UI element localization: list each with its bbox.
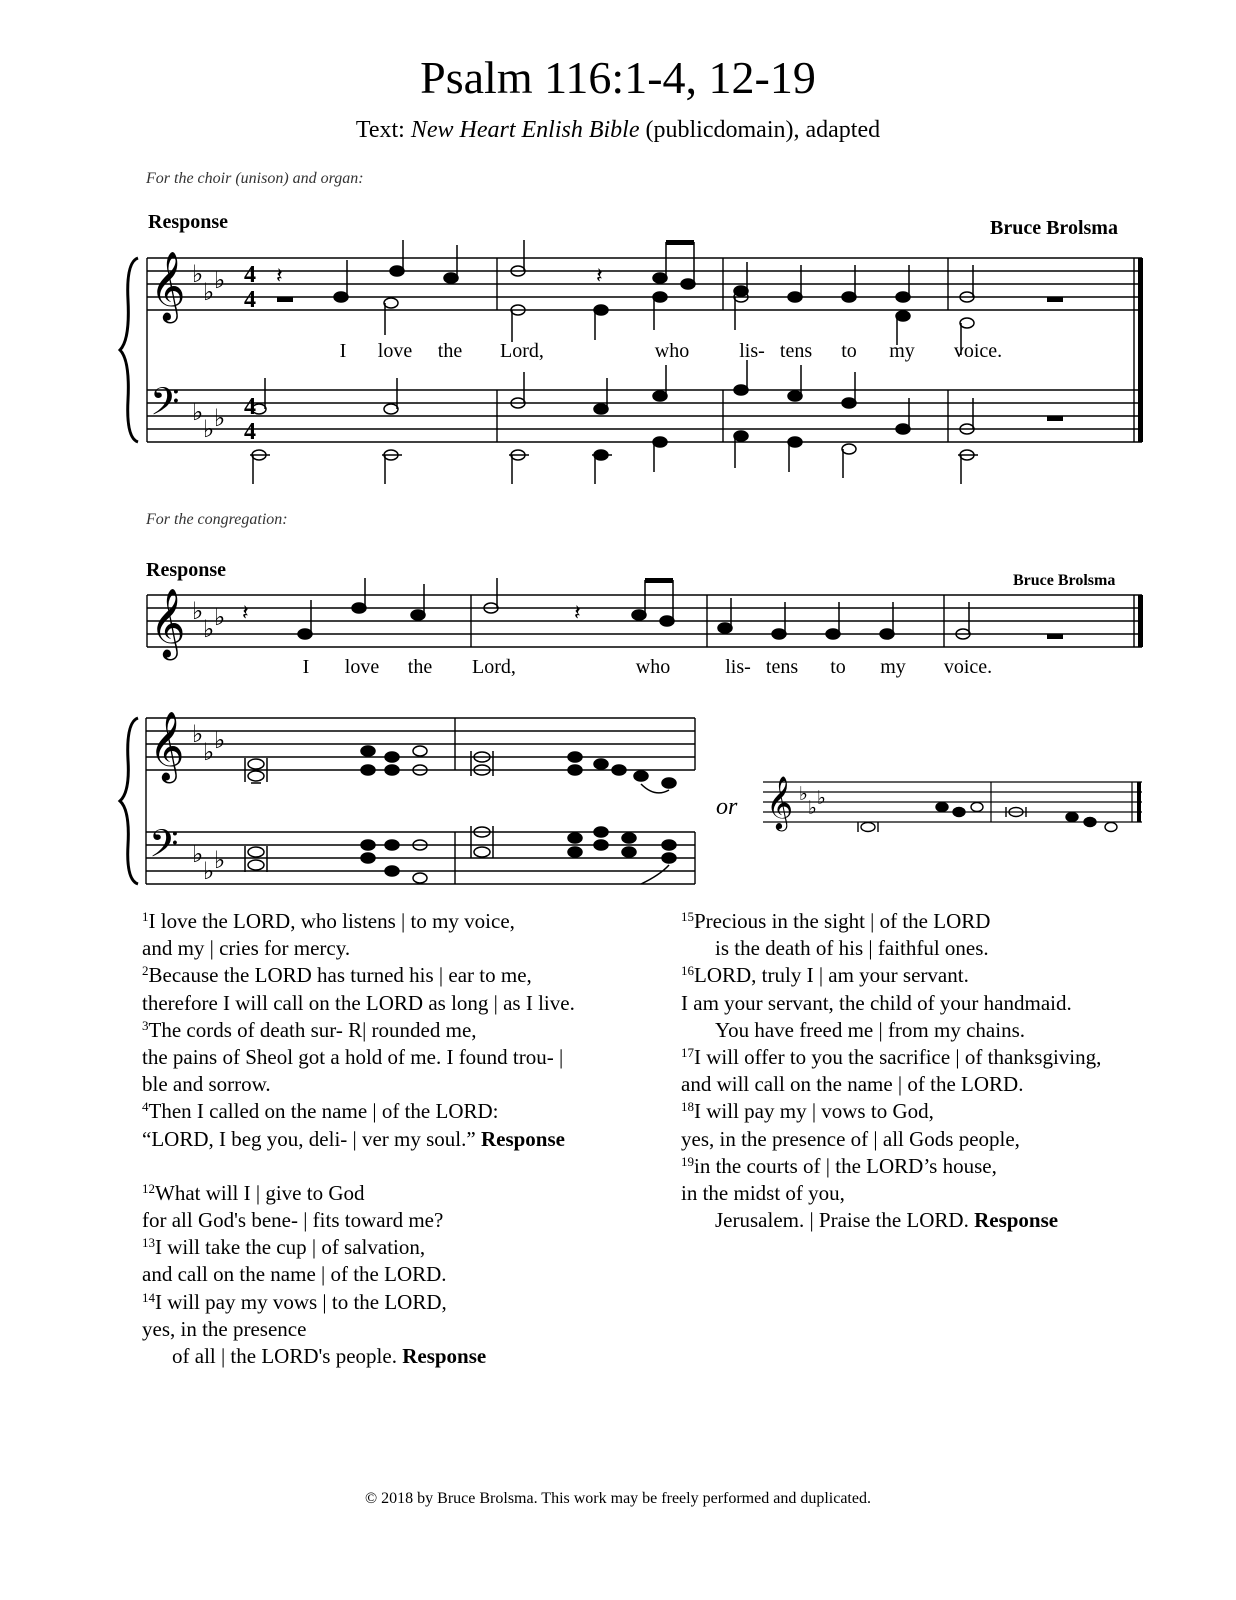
chant-chords — [245, 746, 676, 884]
verse-number: 4 — [142, 1099, 149, 1115]
verse-line — [681, 1153, 1101, 1180]
treble-clef-icon: 𝄞 — [766, 777, 794, 828]
response-cue: Response — [974, 1208, 1059, 1233]
choir-lyric: the — [437, 340, 463, 362]
choir-response-label: Response — [148, 211, 229, 233]
svg-text:𝄽: 𝄽 — [276, 263, 283, 288]
verse-text: is the death of his | faithful ones. — [715, 936, 989, 961]
svg-text:4: 4 — [244, 287, 256, 313]
svg-text:𝄽: 𝄽 — [242, 600, 249, 625]
svg-text:♭: ♭ — [192, 842, 204, 868]
choir-lyric: I — [339, 340, 347, 362]
verse-text: yes, in the presence — [142, 1316, 307, 1341]
response-cue: Response — [402, 1344, 487, 1368]
verse-text: therefore I will call on the LORD as long | as I live. — [142, 990, 575, 1015]
verse-line — [142, 935, 575, 962]
verse-text: Precious in the sight | of the LORD — [694, 909, 991, 933]
verse-line — [142, 1126, 575, 1153]
verse-number: 15 — [681, 909, 694, 924]
verse-text: and call on the name | of the LORD. — [142, 1262, 447, 1287]
verse-text: I will pay my vows | to the LORD, — [155, 1289, 447, 1314]
verse-number: 16 — [681, 963, 694, 979]
verse-line — [681, 935, 1101, 962]
verse-text: I will pay my | vows to God, — [694, 1099, 934, 1124]
svg-text:♭: ♭ — [203, 417, 215, 443]
verse-line — [681, 962, 1101, 989]
verse-text: yes, in the presence of | all Gods people, — [681, 1126, 1020, 1151]
svg-text:♭: ♭ — [203, 740, 215, 766]
verse-line — [681, 1207, 1101, 1234]
choir-lyric: to — [841, 340, 857, 362]
choir-lyric: my — [889, 340, 915, 362]
verse-line — [142, 1071, 575, 1098]
copyright-footer: © 2018 by Bruce Brolsma. This work may be freely performed and duplicated. — [365, 1490, 871, 1507]
verse-line — [681, 1126, 1101, 1153]
svg-text:♭: ♭ — [799, 784, 808, 805]
svg-text:♭: ♭ — [192, 722, 204, 748]
verse-line — [142, 1044, 575, 1071]
svg-text:♭: ♭ — [214, 728, 226, 754]
svg-text:♭: ♭ — [214, 268, 226, 294]
verse-text: What will I | give to God — [155, 1180, 365, 1205]
congregation-lyric: lis- — [725, 656, 751, 678]
svg-text:♭: ♭ — [808, 798, 817, 819]
verse-text: in the courts of | the LORD’s house, — [694, 1153, 997, 1178]
verse-number: 1 — [142, 909, 149, 924]
bass-clef-icon: 𝄢 — [149, 823, 179, 874]
choir-composer: Bruce Brolsma — [990, 217, 1118, 239]
verse-line — [681, 990, 1101, 1017]
congregation-lyric: I — [302, 656, 310, 678]
svg-text:♭: ♭ — [192, 400, 204, 426]
verse-number: 14 — [142, 1289, 155, 1305]
verse-text: I will offer to you the sacrifice | of thanksgiving, — [694, 1044, 1102, 1069]
verse-text: the pains of Sheol got a hold of me. I found trou- | — [142, 1044, 564, 1069]
congregation-response-label: Response — [146, 559, 227, 581]
svg-text:♭: ♭ — [203, 617, 215, 643]
verse-line — [681, 1180, 1101, 1207]
choir-lyric: lis- — [739, 340, 765, 362]
verse-line — [681, 1044, 1101, 1071]
verse-line — [681, 908, 1101, 935]
verse-line — [681, 1071, 1101, 1098]
subtitle-suffix: (publicdomain), adapted — [639, 117, 881, 143]
verse-text: The cords of death sur- R| rounded me, — [148, 1017, 477, 1042]
choir-lyric: voice. — [953, 340, 1003, 362]
svg-text:♭: ♭ — [214, 848, 226, 874]
verse-line — [142, 1316, 575, 1343]
svg-text:♭: ♭ — [214, 605, 226, 631]
svg-text:𝄽: 𝄽 — [574, 600, 581, 625]
choir-lyric: Lord, — [500, 340, 544, 362]
treble-clef-icon: 𝄞 — [150, 253, 186, 319]
svg-text:4: 4 — [244, 262, 256, 288]
congregation-lyric: my — [880, 656, 906, 678]
verse-line — [142, 1017, 575, 1044]
verse-text: ble and sorrow. — [142, 1072, 271, 1097]
verse-text: for all God's bene- | fits toward me? — [142, 1208, 444, 1233]
congregation-lyric: tens — [765, 656, 799, 678]
bass-clef-icon: 𝄢 — [150, 381, 180, 432]
verse-line — [142, 1289, 575, 1316]
verse-text: of all | the LORD's people. — [172, 1344, 403, 1368]
verse-line — [681, 1017, 1101, 1044]
verse-line — [142, 990, 575, 1017]
verse-number: 17 — [681, 1044, 694, 1060]
verse-line — [142, 1234, 575, 1261]
verse-line — [142, 962, 575, 989]
treble-clef-icon: 𝄞 — [150, 590, 186, 656]
verse-number: 3 — [142, 1017, 149, 1033]
svg-text:♭: ♭ — [817, 788, 826, 809]
congregation-composer: Bruce Brolsma — [1013, 572, 1116, 589]
verse-text: “LORD, I beg you, deli- | ver my soul.” — [142, 1126, 481, 1151]
svg-text:♭: ♭ — [192, 599, 204, 625]
subtitle-source: New Heart Enlish Bible — [410, 117, 640, 143]
verse-text: Because the LORD has turned his | ear to me, — [148, 963, 532, 988]
subtitle-prefix: Text: — [355, 117, 411, 143]
verse-line — [142, 1343, 575, 1370]
verse-text: I am your servant, the child of your handmaid. — [681, 990, 1072, 1015]
verse-line — [142, 1180, 575, 1207]
svg-text:♭: ♭ — [203, 859, 215, 885]
verse-line — [142, 1098, 575, 1125]
response-cue: Response — [480, 1126, 565, 1151]
choir-lyric: tens — [779, 340, 813, 362]
congregation-lyric: the — [407, 656, 433, 678]
verse-text: LORD, truly I | am your servant. — [694, 963, 969, 988]
verse-number: 2 — [142, 963, 149, 979]
verses-right-column — [681, 908, 1101, 1234]
alt-chant-notes — [858, 803, 1117, 833]
verse-line — [142, 1207, 575, 1234]
svg-text:𝄽: 𝄽 — [596, 263, 603, 288]
verse-text: I love the LORD, who listens | to my voice, — [148, 909, 515, 933]
choir-note: For the choir (unison) and organ: — [146, 170, 364, 187]
verses-left-column — [142, 908, 575, 1370]
verse-line — [142, 908, 575, 935]
verse-line — [142, 1153, 575, 1180]
verse-number: 18 — [681, 1099, 694, 1115]
verse-text: Then I called on the name | of the LORD: — [148, 1099, 499, 1124]
choir-lyric: who — [654, 340, 690, 362]
verse-number: 13 — [142, 1235, 155, 1251]
verse-line — [681, 1098, 1101, 1125]
svg-text:4: 4 — [244, 419, 256, 445]
verse-number: 19 — [681, 1153, 694, 1169]
choir-lyric: love — [377, 340, 413, 362]
svg-text:♭: ♭ — [214, 406, 226, 432]
svg-text:♭: ♭ — [192, 262, 204, 288]
verse-text: Jerusalem. | Praise the LORD. — [715, 1208, 975, 1233]
congregation-note: For the congregation: — [146, 511, 288, 528]
svg-text:4: 4 — [244, 394, 256, 420]
congregation-lyric: to — [830, 656, 846, 678]
verse-number: 12 — [142, 1180, 155, 1196]
svg-text:♭: ♭ — [203, 280, 215, 306]
verse-text: You have freed me | from my chains. — [715, 1017, 1025, 1042]
congregation-lyric: Lord, — [472, 656, 516, 678]
treble-clef-icon: 𝄞 — [149, 713, 185, 779]
or-label: or — [716, 794, 738, 820]
verse-line — [142, 1261, 575, 1288]
verse-text: and will call on the name | of the LORD. — [681, 1072, 1024, 1097]
verse-text: I will take the cup | of salvation, — [155, 1235, 426, 1260]
congregation-lyric: who — [635, 656, 671, 678]
page-title: Psalm 116:1-4, 12-19 — [420, 52, 816, 103]
verse-text: in the midst of you, — [681, 1180, 845, 1205]
congregation-lyric: voice. — [943, 656, 993, 678]
congregation-lyric: love — [344, 656, 380, 678]
verse-text: and my | cries for mercy. — [142, 936, 351, 961]
